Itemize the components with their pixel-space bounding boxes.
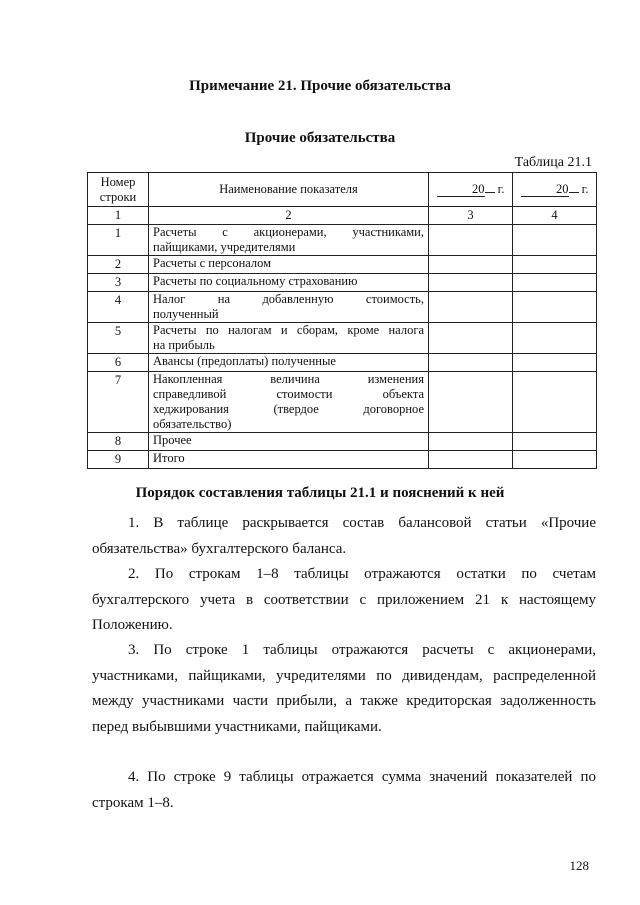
- header-period-2: [513, 173, 597, 207]
- note-title: Примечание 21. Прочие обязательства: [189, 78, 451, 94]
- indicator-cell: [149, 372, 429, 433]
- indicator-cell: [149, 433, 429, 451]
- column-number: 4: [513, 207, 597, 225]
- indicator-line: справедливой стоимости объекта: [153, 387, 424, 401]
- value-cell: [513, 451, 597, 469]
- indicator-line: Расчеты по социальному страхованию: [153, 274, 358, 288]
- column-number-row: [88, 207, 597, 225]
- paragraph-line: обязательства» бухгалтерского баланса.: [92, 540, 347, 557]
- row-number-cell: 4: [88, 292, 149, 323]
- row-number-cell: 8: [88, 433, 149, 451]
- table-title: Прочие обязательства: [244, 130, 396, 146]
- procedure-paragraph: [92, 638, 596, 740]
- indicator-cell: [149, 354, 429, 372]
- header-period-2-suffix: г.: [581, 182, 589, 196]
- indicator-line: полученный: [153, 307, 219, 321]
- table-row: [88, 274, 597, 292]
- table-row: [88, 256, 597, 274]
- table-row: [88, 372, 597, 433]
- page-number: 128: [569, 858, 589, 873]
- indicator-line: хеджирования (твердое договорное: [153, 402, 424, 416]
- paragraph-line: 3. По строке 1 таблицы отражаются расчеты с акционерами,: [128, 642, 596, 658]
- indicator-line: Расчеты с персоналом: [153, 256, 272, 270]
- indicator-cell: [149, 451, 429, 469]
- value-cell: [513, 372, 597, 433]
- other-liabilities-table: [87, 172, 597, 469]
- table-row: [88, 354, 597, 372]
- table-header-row: [88, 173, 597, 207]
- table-row: [88, 292, 597, 323]
- indicator-line: Накопленная величина изменения: [153, 372, 424, 386]
- header-indicator: Наименование показателя: [149, 173, 429, 207]
- procedure-paragraph: [92, 511, 596, 562]
- paragraph-line: между участниками части прибыли, а также кредиторская задолженность: [92, 693, 596, 709]
- table-row: [88, 323, 597, 354]
- table-row: [88, 451, 597, 469]
- column-number: 1: [88, 207, 149, 225]
- paragraph-line: 1. В таблице раскрывается состав балансовой статьи «Прочие: [128, 515, 596, 531]
- indicator-line: Авансы (предоплаты) полученные: [153, 354, 336, 368]
- indicator-cell: [149, 225, 429, 256]
- value-cell: [429, 323, 513, 354]
- indicator-cell: [149, 292, 429, 323]
- value-cell: [429, 292, 513, 323]
- paragraph-line: бухгалтерского учета в соответствии с приложением 21 к настоящему: [92, 591, 596, 608]
- value-cell: [429, 256, 513, 274]
- indicator-line: Прочее: [153, 433, 192, 447]
- table-number: Таблица 21.1: [514, 155, 592, 170]
- procedure-paragraph: [92, 765, 596, 816]
- indicator-cell: [149, 323, 429, 354]
- header-period-1-suffix: г.: [497, 182, 505, 196]
- indicator-cell: [149, 274, 429, 292]
- header-row-number: [88, 173, 149, 207]
- value-cell: [513, 354, 597, 372]
- indicator-line: обязательство): [153, 417, 232, 431]
- row-number-cell: 3: [88, 274, 149, 292]
- value-cell: [429, 225, 513, 256]
- header-period-1-year: 20: [437, 182, 485, 197]
- value-cell: [513, 225, 597, 256]
- value-cell: [513, 323, 597, 354]
- header-row-number-line-1: Номер: [100, 174, 136, 189]
- value-cell: [429, 354, 513, 372]
- table-row: [88, 433, 597, 451]
- row-number-cell: 1: [88, 225, 149, 256]
- indicator-line: на прибыль: [153, 338, 215, 352]
- value-cell: [429, 433, 513, 451]
- value-cell: [429, 274, 513, 292]
- value-cell: [513, 256, 597, 274]
- procedure-paragraph: [92, 562, 596, 639]
- paragraph-line: 4. По строке 9 таблицы отражается сумма значений показателей по: [128, 769, 596, 785]
- row-number-cell: 5: [88, 323, 149, 354]
- value-cell: [429, 451, 513, 469]
- paragraph-line: строкам 1–8.: [92, 794, 174, 811]
- header-period-1: [429, 173, 513, 207]
- header-row-number-line-2: строки: [99, 189, 137, 204]
- indicator-line: пайщиками, учредителями: [153, 240, 296, 254]
- value-cell: [513, 274, 597, 292]
- value-cell: [513, 292, 597, 323]
- table-row: [88, 225, 597, 256]
- row-number-cell: 7: [88, 372, 149, 433]
- header-period-2-year: 20: [521, 182, 569, 197]
- row-number-cell: 9: [88, 451, 149, 469]
- indicator-line: Итого: [153, 451, 185, 465]
- indicator-line: Налог на добавленную стоимость,: [153, 292, 424, 306]
- column-number: 2: [149, 207, 429, 225]
- value-cell: [513, 433, 597, 451]
- paragraph-line: 2. По строкам 1–8 таблицы отражаются остатки по счетам: [128, 566, 596, 582]
- paragraph-line: перед выбывшими участниками, пайщиками.: [92, 718, 382, 735]
- column-number: 3: [429, 207, 513, 225]
- row-number-cell: 2: [88, 256, 149, 274]
- value-cell: [429, 372, 513, 433]
- paragraph-line: участниками, пайщиками, учредителями по дивидендам, распределенной: [92, 667, 596, 684]
- paragraph-line: Положению.: [92, 617, 173, 633]
- indicator-cell: [149, 256, 429, 274]
- row-number-cell: 6: [88, 354, 149, 372]
- procedure-heading: Порядок составления таблицы 21.1 и пояснений к ней: [135, 485, 505, 501]
- indicator-line: Расчеты по налогам и сборам, кроме налога: [153, 323, 424, 337]
- indicator-line: Расчеты с акционерами, участниками,: [153, 225, 424, 239]
